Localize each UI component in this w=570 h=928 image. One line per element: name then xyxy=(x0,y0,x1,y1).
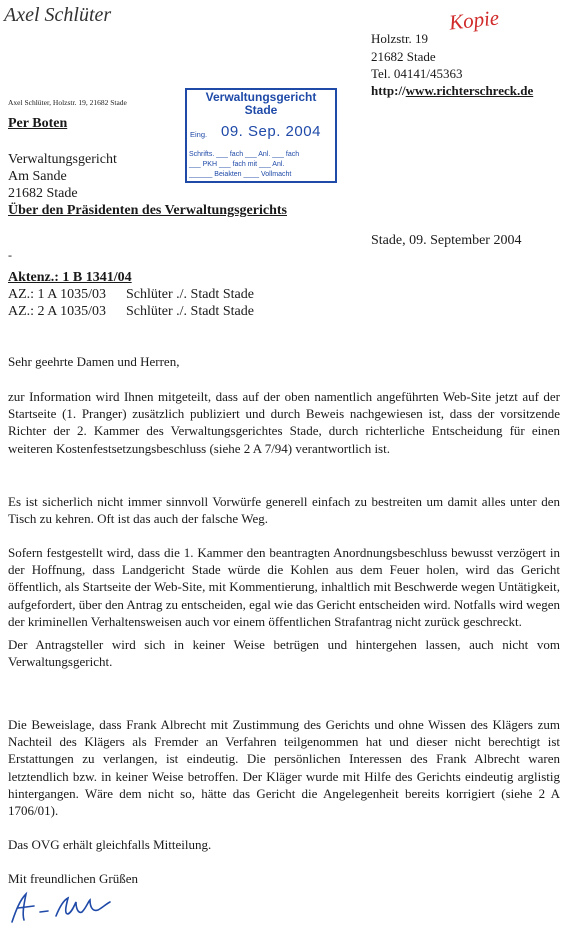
recipient-via: Über den Präsidenten des Verwaltungsgerichts xyxy=(8,203,287,218)
recipient-line-2: Am Sande xyxy=(8,169,67,184)
paragraph-1: zur Information wird Ihnen mitgeteilt, dass auf der oben namentlich angeführten Web-Site jetzt auf der Startseite (1. Pranger) zusätzlich publiziert und durch Beweis nachgewiesen ist, dass der vorsitzende Richter der 2. Kammer des Verwaltungsgerichtes Stade, durch richterliche Entscheidung für einen weiteren Kostenfestsetzungsbeschluss (siehe 2 A 7/94) verantwortlich ist. xyxy=(8,389,560,456)
sender-return-line: Axel Schlüter, Holzstr. 19, 21682 Stade xyxy=(8,98,127,107)
paragraph-5: Die Beweislage, dass Frank Albrecht mit Zustimmung des Gerichts und ohne Wissen des Klägers zum Nachteil des Klägers als Fremder an Verfahren teilgenommen hat und dieser nicht berechtigt ist Erstattungen zu verlangen, ist eindeutig. Die persönlichen Interessen des Frank Albrecht waren letztendlich bzw. in keiner Weise betroffen. Der Kläger wurde mit Hilfe des Gerichts eindeutig arglistig hintergangen. Wäre dem nicht so, hätte das Gericht die Angelegenheit bereits korrigiert (siehe 2 A 1706/01). xyxy=(8,717,560,819)
recipient-line-1: Verwaltungsgericht xyxy=(8,152,117,167)
sender-city: 21682 Stade xyxy=(371,49,436,64)
case-parties-2: Schlüter ./. Stadt Stade xyxy=(126,304,254,319)
stamp-date: 09. Sep. 2004 xyxy=(221,123,321,140)
stamp-received-label: Eing. xyxy=(190,130,208,139)
case-number-1: AZ.: 1 A 1035/03 xyxy=(8,287,107,302)
paragraph-2: Es ist sicherlich nicht immer sinnvoll Vorwürfe generell einfach zu bestreiten um damit alles unter den Tisch zu kehren. Oft ist das auch der falsche Weg. xyxy=(8,494,560,527)
website-prefix: http:// xyxy=(371,83,406,98)
case-number-2: AZ.: 2 A 1035/03 xyxy=(8,304,107,319)
stamp-court: Verwaltungsgericht xyxy=(205,90,317,104)
file-reference: Aktenz.: 1 B 1341/04 xyxy=(8,270,132,285)
stamp-city: Stade xyxy=(244,103,278,117)
closing: Mit freundlichen Grüßen xyxy=(8,871,138,886)
receipt-stamp xyxy=(185,88,337,183)
stamp-title xyxy=(187,91,335,117)
place-date: Stade, 09. September 2004 xyxy=(371,233,522,248)
handwritten-signature xyxy=(6,886,131,926)
case-reference-1 xyxy=(8,287,254,303)
sender-phone: Tel. 04141/45363 xyxy=(371,66,463,81)
stamp-row-2: ___ PKH ___ fach mit ___ Anl. xyxy=(189,161,285,168)
copy-mark: Kopie xyxy=(447,5,501,35)
sender-street: Holzstr. 19 xyxy=(371,31,429,46)
website-link[interactable]: www.richterschreck.de xyxy=(405,83,534,98)
delivery-method: Per Boten xyxy=(8,116,68,131)
stamp-row-3: ______ Beiakten ____ Vollmacht xyxy=(189,171,292,178)
paragraph-4: Der Antragsteller wird sich in keiner Weise betrügen und hintergehen lassen, auch nicht vom Verwaltungsgericht. xyxy=(8,637,560,670)
stamp-row-1: Schrifts. ___ fach ___ Anl. ___ fach xyxy=(189,151,300,158)
paragraph-6: Das OVG erhält gleichfalls Mitteilung. xyxy=(8,837,212,852)
dash-mark: - xyxy=(8,248,12,262)
letterhead-name: Axel Schlüter xyxy=(4,4,112,26)
case-reference-2 xyxy=(8,304,254,320)
salutation: Sehr geehrte Damen und Herren, xyxy=(8,354,180,369)
recipient-line-3: 21682 Stade xyxy=(8,186,78,201)
sender-website xyxy=(371,82,533,99)
case-parties-1: Schlüter ./. Stadt Stade xyxy=(126,287,254,302)
paragraph-3: Sofern festgestellt wird, dass die 1. Kammer den beantragten Anordnungsbeschluss bewusst verzögert in der Hoffnung, dass Landgericht Stade würde die Kohlen aus dem Feuer holen, wird das Gericht öffentlich, als Startseite der Web-Site, mit Kommentierung, inhaltlich mit Beschwerde wegen Untätigkeit, aufgefordert, über den Antrag zu entscheiden, egal wie das Gericht entscheiden wird. Notfalls wird wegen der kriminellen Verhaltensweisen auch vor einem öffentlichen Strafantrag nicht zurück geschreckt. xyxy=(8,545,560,629)
